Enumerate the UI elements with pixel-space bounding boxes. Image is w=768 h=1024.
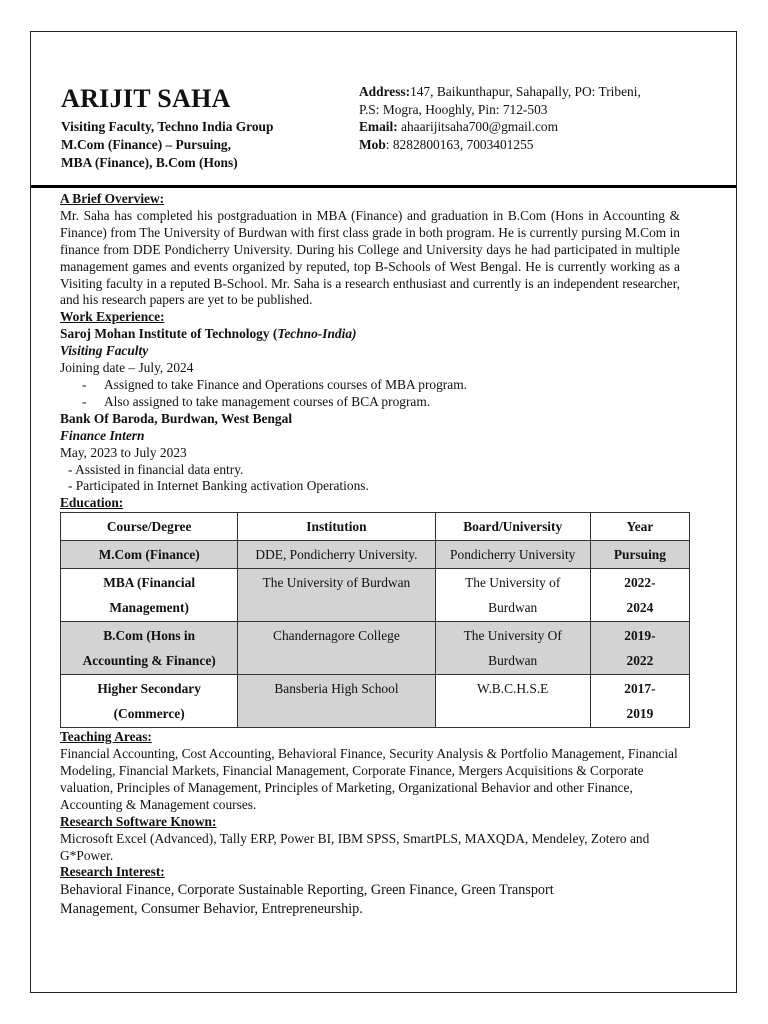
mobile: Mob: 8282800163, 7003401255 bbox=[359, 136, 534, 152]
subtitle-line-2: M.Com (Finance) – Pursuing, bbox=[61, 137, 231, 152]
job-1-org: Saroj Mohan Institute of Technology (Techno-India) bbox=[60, 326, 357, 342]
teaching-text: Financial Accounting, Cost Accounting, Behavioral Finance, Security Analysis & Portfolio Management, Financial Modeling, Financial Markets, Financial Management, Corporate Finance, Mergers Acquisitions & Corporate valuation, Principles of Management, Principles of Marketing, Organizational Behavior and other Finance, Accounting & Management courses. bbox=[60, 746, 678, 812]
job-2-role: Finance Intern bbox=[60, 427, 145, 443]
table-header-row bbox=[61, 513, 690, 541]
teaching-heading: Teaching Areas: bbox=[60, 729, 152, 745]
resume-body bbox=[60, 191, 680, 919]
address-line-2: P.S: Mogra, Hooghly, Pin: 712-503 bbox=[359, 101, 548, 117]
column-header: Year bbox=[590, 513, 689, 541]
work-heading: Work Experience: bbox=[60, 309, 165, 325]
interest-text: Behavioral Finance, Corporate Sustainable Reporting, Green Finance, Green Transport Management, Consumer Behavior, Entrepreneurship. bbox=[60, 882, 554, 918]
table-row: M.Com (Finance) DDE, Pondicherry University. Pondicherry University Pursuing bbox=[61, 541, 690, 569]
education-table bbox=[60, 512, 690, 728]
table-row: MBA (Financial Management) The University of Burdwan The University of Burdwan 2022- 2024 bbox=[61, 569, 690, 622]
job-2-org: Bank Of Baroda, Burdwan, West Bengal bbox=[60, 410, 293, 426]
job-1-item: - Assigned to take Finance and Operations courses of MBA program. bbox=[82, 376, 467, 392]
email-link[interactable]: ahaarijitsaha700@gmail.com bbox=[397, 119, 559, 134]
overview-heading: A Brief Overview: bbox=[60, 191, 165, 206]
overview-text: Mr. Saha has completed his postgraduation in MBA (Finance) and graduation in B.Com (Hons in Accounting & Finance) from The University of Burdwan with first class grade in both program. He is currently pursing M.Com in finance from DDE Pondicherry University. During his College and University days he had participated in multiple management games and events organized by reputed, top B-Schools of West Bengal. He is currently working as a Visiting faculty in a reputed B-School. Mr. Saha is a research enthusiast and currently is an independent researcher, and his research papers are yet to be published. bbox=[60, 207, 680, 308]
subtitle-line-1: Visiting Faculty, Techno India Group bbox=[61, 119, 274, 134]
email: Email: ahaarijitsaha700@gmail.com bbox=[359, 119, 559, 134]
education-heading: Education: bbox=[60, 495, 124, 511]
software-heading: Research Software Known: bbox=[60, 813, 217, 829]
job-2-item: - Participated in Internet Banking activation Operations. bbox=[68, 478, 369, 494]
table-row: B.Com (Hons in Accounting & Finance) Chandernagore College The University Of Burdwan 2019- 2022 bbox=[61, 622, 690, 675]
column-header: Board/University bbox=[435, 513, 590, 541]
subtitle-line-3: MBA (Finance), B.Com (Hons) bbox=[61, 155, 238, 170]
address: Address:147, Baikunthapur, Sahapally, PO: Tribeni, bbox=[359, 84, 641, 99]
interest-heading: Research Interest: bbox=[60, 864, 165, 880]
column-header: Course/Degree bbox=[61, 513, 238, 541]
contact-block bbox=[359, 83, 679, 153]
job-2-item: - Assisted in financial data entry. bbox=[68, 461, 244, 477]
header-divider bbox=[31, 185, 736, 188]
job-1-item: - Also assigned to take management courses of BCA program. bbox=[82, 393, 431, 409]
job-1-role: Visiting Faculty bbox=[60, 343, 149, 359]
job-1-date: Joining date – July, 2024 bbox=[60, 360, 194, 376]
column-header: Institution bbox=[238, 513, 435, 541]
job-2-date: May, 2023 to July 2023 bbox=[60, 444, 187, 460]
table-row: Higher Secondary (Commerce) Bansberia High School W.B.C.H.S.E 2017- 2019 bbox=[61, 675, 690, 728]
software-text: Microsoft Excel (Advanced), Tally ERP, Power BI, IBM SPSS, SmartPLS, MAXQDA, Mendeley, Zotero and G*Power. bbox=[60, 830, 650, 863]
candidate-name: ARIJIT SAHA bbox=[61, 84, 231, 113]
